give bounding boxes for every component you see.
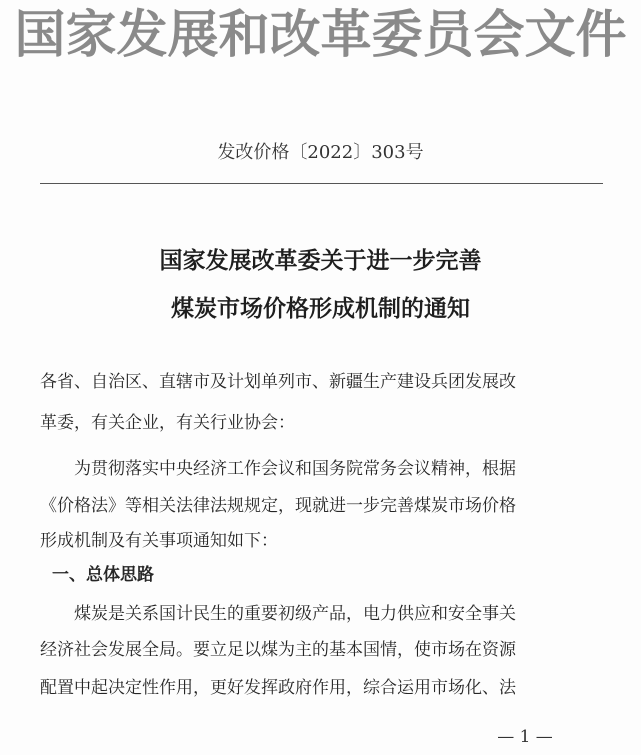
addressee-line-2: 革委，有关企业，有关行业协会： — [40, 413, 295, 433]
document-title-line-1: 国家发展改革委关于进一步完善 — [159, 248, 482, 274]
addressee-line-1: 各省、自治区、直辖市及计划单列市、新疆生产建设兵团发展改 — [40, 372, 516, 392]
paragraph-2-line-3: 配置中起决定性作用，更好发挥政府作用，综合运用市场化、法 — [40, 678, 516, 698]
paragraph-1-line-2: 《价格法》等相关法律法规规定，现就进一步完善煤炭市场价格 — [40, 496, 516, 516]
document-number: 发改价格〔2022〕303号 — [217, 142, 424, 163]
document-title-line-2: 煤炭市场价格形成机制的通知 — [171, 296, 470, 322]
paragraph-1-line-3: 形成机制及有关事项通知如下： — [40, 531, 278, 551]
section-1-heading: 一、总体思路 — [52, 565, 154, 585]
paragraph-2-line-1: 煤炭是关系国计民生的重要初级产品，电力供应和安全事关 — [74, 604, 516, 624]
paragraph-1-line-1: 为贯彻落实中央经济工作会议和国务院常务会议精神，根据 — [74, 459, 516, 479]
page-number: — 1 — — [497, 727, 553, 747]
paragraph-2-line-2: 经济社会发展全局。要立足以煤为主的基本国情，使市场在资源 — [40, 640, 516, 660]
header-divider — [40, 183, 603, 184]
masthead-title: 国家发展和改革委员会文件 — [14, 6, 627, 65]
